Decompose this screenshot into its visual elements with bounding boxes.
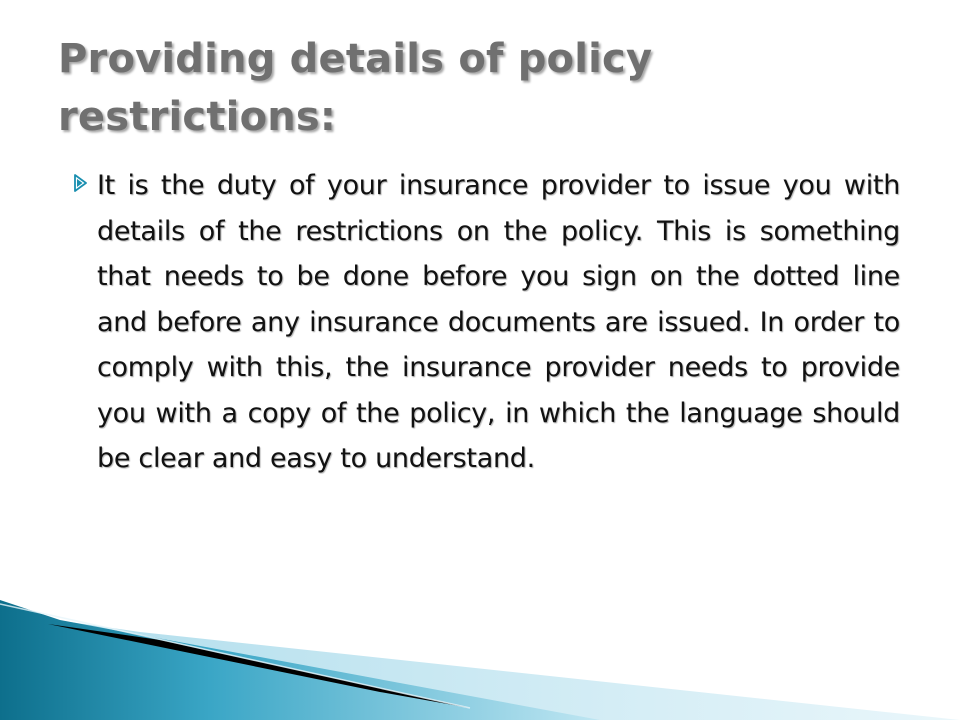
bullet-text: It is the duty of your insurance provider to issue you with details of the restrictions on the policy. This is something that needs to be done before you sign on the dotted line and before any insurance documents are issued. In order to comply with this, the insurance provider needs to provide you with a copy of the policy, in which the language should be clear and easy to understand.: [97, 170, 900, 474]
bottom-decoration: [0, 600, 960, 720]
slide-title: Providing details of policy restrictions:: [58, 36, 653, 140]
triangle-bullet-icon: [73, 174, 87, 192]
bullet-item: [70, 163, 900, 482]
slide-content: [70, 163, 900, 482]
